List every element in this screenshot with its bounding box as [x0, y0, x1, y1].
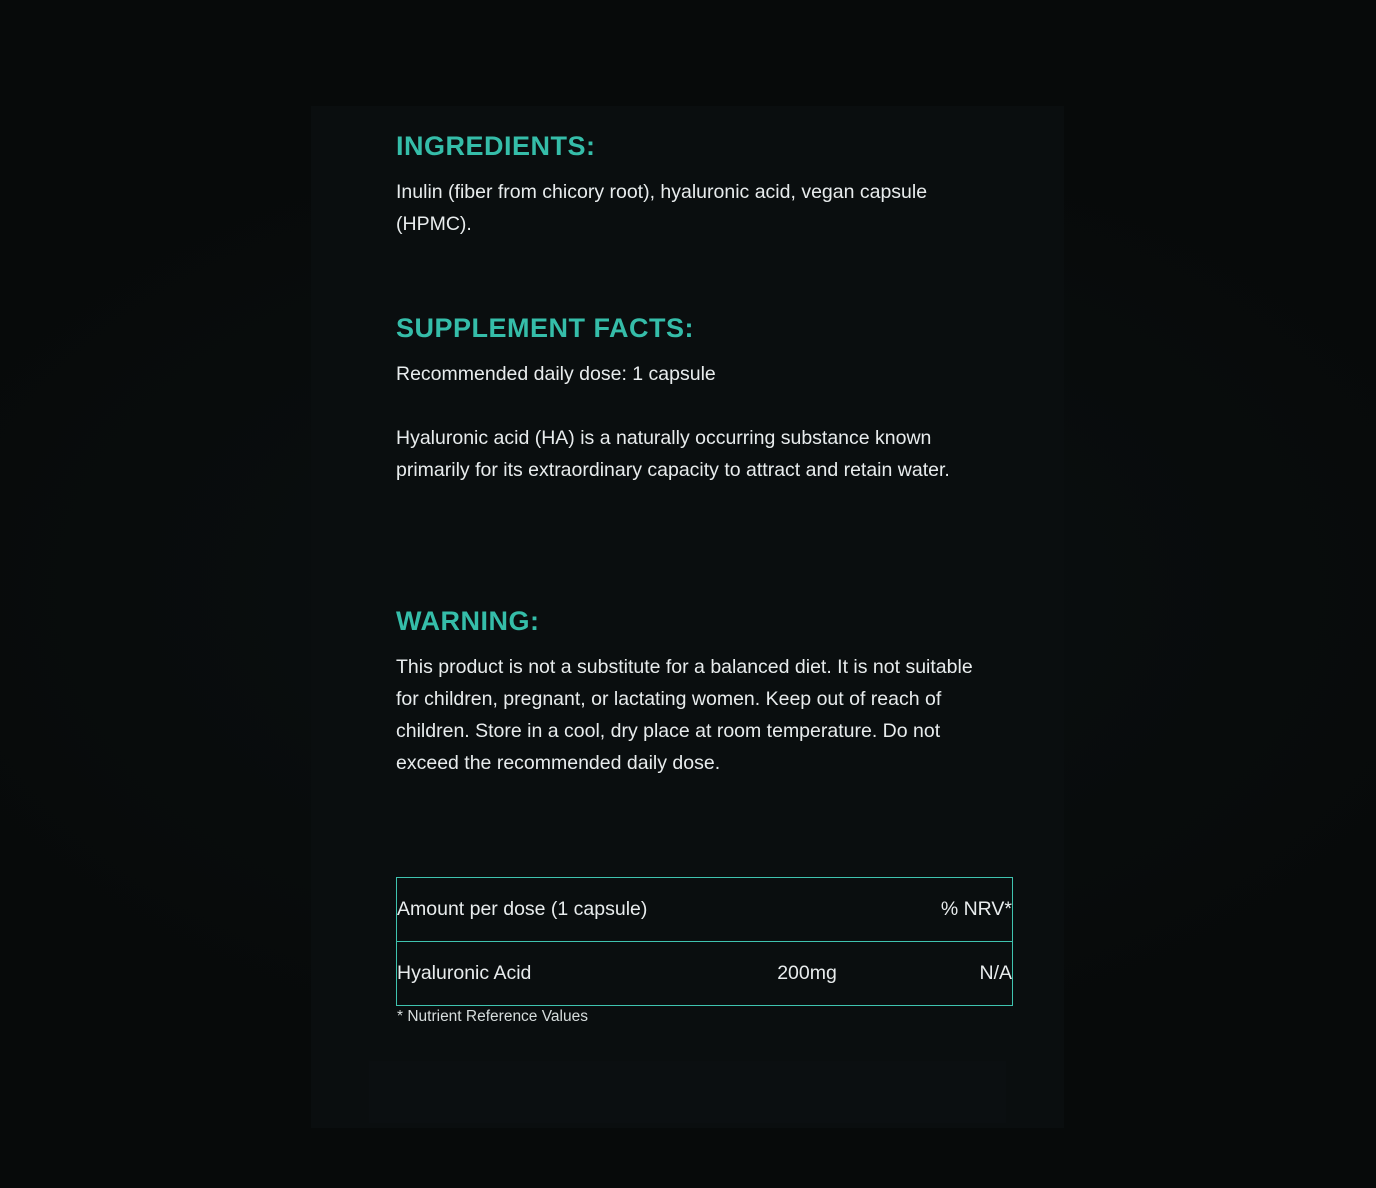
table-header-amount-label: Amount per dose (1 capsule)	[397, 878, 722, 942]
warning-text: This product is not a substitute for a balanced diet. It is not suitable for children, pregnant, or lactating women. Keep out of reach of children. Store in a cool, dry place at room temperature. Do not exceed the recommended daily dose.	[396, 656, 973, 774]
supplement-facts-heading: SUPPLEMENT FACTS:	[396, 313, 695, 343]
supplement-facts-section	[396, 313, 1006, 486]
nutrient-nrv: N/A	[979, 962, 1012, 984]
table-header-spacer	[722, 878, 892, 942]
nutrient-amount: 200mg	[777, 962, 837, 984]
table-header-row	[397, 878, 1012, 942]
supplement-facts-table	[396, 877, 1013, 1006]
ingredients-text: Inulin (fiber from chicory root), hyaluronic acid, vegan capsule (HPMC).	[396, 181, 928, 235]
label-bottom-bar	[369, 1061, 1006, 1123]
warning-heading: WARNING:	[396, 606, 540, 636]
recommended-dose-text: Recommended daily dose: 1 capsule	[396, 363, 716, 385]
ingredients-heading: INGREDIENTS:	[396, 131, 596, 161]
ingredients-section	[396, 131, 996, 240]
table-header-nrv-label: % NRV*	[892, 878, 1012, 942]
table-row	[397, 942, 1012, 1006]
supplement-label-card	[311, 106, 1064, 1128]
nrv-footnote: * Nutrient Reference Values	[397, 1008, 588, 1025]
warning-section	[396, 606, 996, 779]
hyaluronic-acid-description: Hyaluronic acid (HA) is a naturally occurring substance known primarily for its extraordinary capacity to attract and retain water.	[396, 427, 950, 481]
nutrient-name: Hyaluronic Acid	[397, 962, 532, 984]
